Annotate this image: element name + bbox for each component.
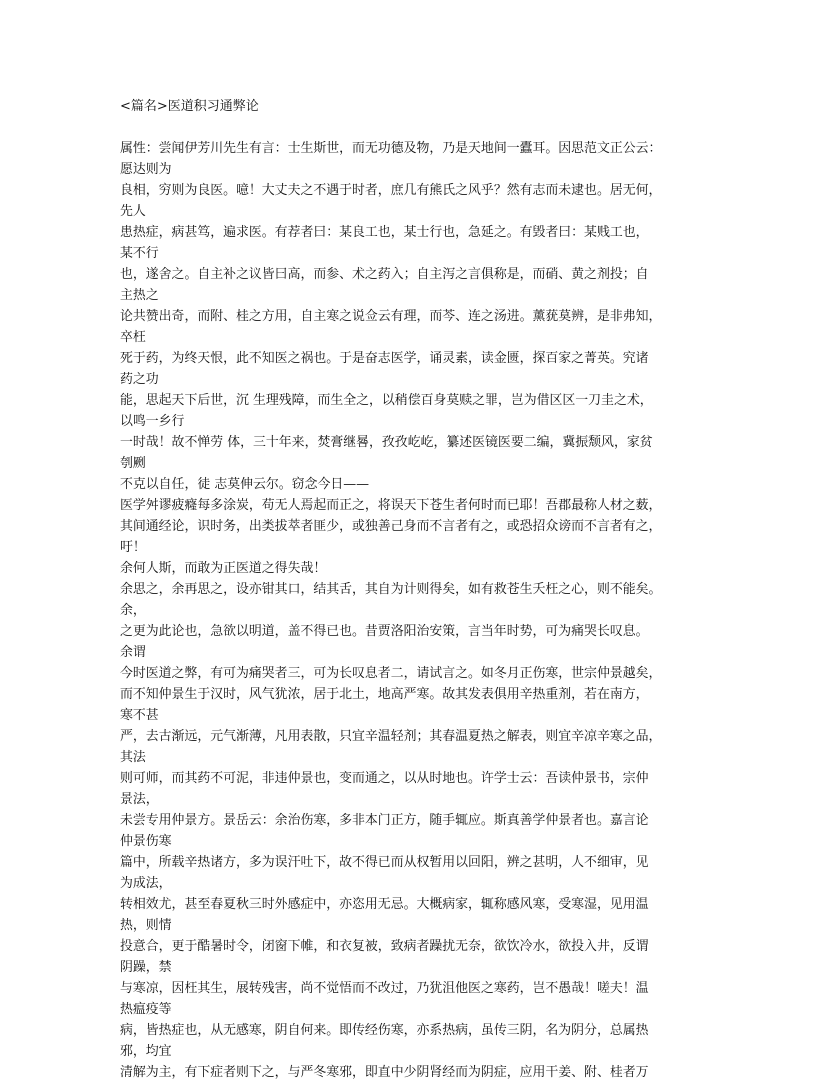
text-line: 也，遂舍之。自主补之议皆曰高，而参、术之药入；自主泻之言俱称是，而硝、黄之剂投；自: [120, 267, 649, 282]
text-line: 愿达则为: [120, 162, 172, 177]
text-line: 为成法，: [120, 876, 172, 891]
text-line: 篇中，所载辛热诸方，多为误汗吐下，故不得已而从权暂用以回阳，辨之甚明，人不细审，见: [120, 855, 649, 870]
text-line: 病，皆热症也，从无感寒，阴自何来。即传经伤寒，亦系热病，虽传三阴，名为阴分，总属热: [120, 1023, 649, 1038]
text-line: 刳劂: [120, 456, 146, 471]
text-line: 卒枉: [120, 330, 146, 345]
text-line: 余思之，余再思之，设亦钳其口，结其舌，其自为计则得矣，如有救苍生夭枉之心，则不能矣。: [120, 582, 662, 597]
text-line: 清解为主，有下症者则下之，与严冬寒邪，即直中少阴肾经而为阴症，应用干姜、附、桂者万: [120, 1065, 649, 1080]
text-line: 投意合，更于酷暑时令，闭窗下帷，和衣复被，致病者躁扰无奈，欲饮冷水，欲投入井，反谓: [120, 939, 649, 954]
text-line: 良相，穷则为良医。噫！大丈夫之不遇于时者，庶几有熊氏之风乎？然有志而未逮也。居无何，: [120, 183, 662, 198]
text-line: 某不行: [120, 246, 159, 261]
text-line: 未尝专用仲景方。景岳云：余治伤寒，多非本门正方，随手辄应。斯真善学仲景者也。嘉言论: [120, 813, 649, 828]
text-line: 余谓: [120, 645, 146, 660]
text-line: 而不知仲景生于汉时，风气犹浓，居于北土，地高严寒。故其发表俱用辛热重剂，若在南方，: [120, 687, 649, 702]
text-line: 主热之: [120, 288, 159, 303]
text-line: 其间通经论，识时务，出类拔萃者匪少，或独善己身而不言者有之，或恐招众谤而不言者有之，: [120, 519, 662, 534]
text-line: 死于药，为终天恨，此不知医之祸也。于是奋志医学，诵灵素，读金匮，探百家之菁英。究诸: [120, 351, 649, 366]
text-line: 不克以自任，徒 志莫伸云尔。窃念今日——: [120, 477, 370, 492]
text-line: 仲景伤寒: [120, 834, 172, 849]
title-spacer: [120, 117, 700, 138]
text-line: 热，则情: [120, 918, 172, 933]
text-line: 属性：尝闻伊芳川先生有言：士生斯世，而无功德及物，乃是天地间一蠹耳。因思范文正公云：: [120, 141, 662, 156]
document-title: <篇名>医道积习通弊论: [120, 99, 259, 114]
document-page: [120, 96, 700, 1083]
text-line: 邪，均宜: [120, 1044, 172, 1059]
text-line: 则可师，而其药不可泥，非违仲景也，变而通之，以从时地也。许学士云：吾读仲景书，宗仲: [120, 771, 649, 786]
text-line: 一时哉！故不惮劳 体，三十年来，焚膏继晷，孜孜屹屹，纂述医镜医要二编，冀振颓风，家贫: [120, 435, 653, 450]
text-line: 热瘟疫等: [120, 1002, 172, 1017]
text-line: 论共赞出奇，而附、桂之方用，自主寒之说佥云有理，而芩、连之汤进。薰莸莫辨，是非弗知，: [120, 309, 662, 324]
text-line: 转相效尤，甚至春夏秋三时外感症中，亦恣用无忌。大概病家，辄称感风寒，受寒湿，见用温: [120, 897, 649, 912]
text-line: 患热症，病甚笃，遍求医。有荐者曰：某良工也，某士行也，急延之。有毁者曰：某贱工也，: [120, 225, 649, 240]
text-line: 先人: [120, 204, 146, 219]
text-line: 寒不甚: [120, 708, 159, 723]
text-line: 药之功: [120, 372, 159, 387]
text-line: 阴躁，禁: [120, 960, 172, 975]
text-line: 能，思起天下后世，沉 生理残障，而生全之，以稍偿百身莫赎之罪，岂为借区区一刀圭之术，: [120, 393, 653, 408]
text-line: 吁！: [120, 540, 146, 555]
text-line: 余何人斯，而敢为正医道之得失哉！: [120, 561, 327, 576]
text-line: 与寒凉，因枉其生，展转残害，尚不觉悟而不改过，乃犹沮他医之寒药，岂不愚哉！嗟夫！温: [120, 981, 649, 996]
text-line: 以鸣一乡行: [120, 414, 185, 429]
text-line: 其法: [120, 750, 146, 765]
document-body: [120, 138, 700, 1083]
text-line: 余，: [120, 603, 146, 618]
text-line: 景法，: [120, 792, 159, 807]
text-line: 之更为此论也，急欲以明道，盖不得已也。昔贾洛阳治安策，言当年时势，可为痛哭长叹息。: [120, 624, 649, 639]
text-line: 严，去古渐远，元气渐薄，凡用表散，只宜辛温轻剂；其春温夏热之解表，则宜辛凉辛寒之品，: [120, 729, 662, 744]
text-line: 今时医道之弊，有可为痛哭者三，可为长叹息者二，请试言之。如冬月正伤寒，世宗仲景越矣，: [120, 666, 662, 681]
text-line: 医学舛谬疲癃每多涂炭，苟无人焉起而正之，将误天下苍生者何时而已耶！吾郡最称人材之薮，: [120, 498, 662, 513]
